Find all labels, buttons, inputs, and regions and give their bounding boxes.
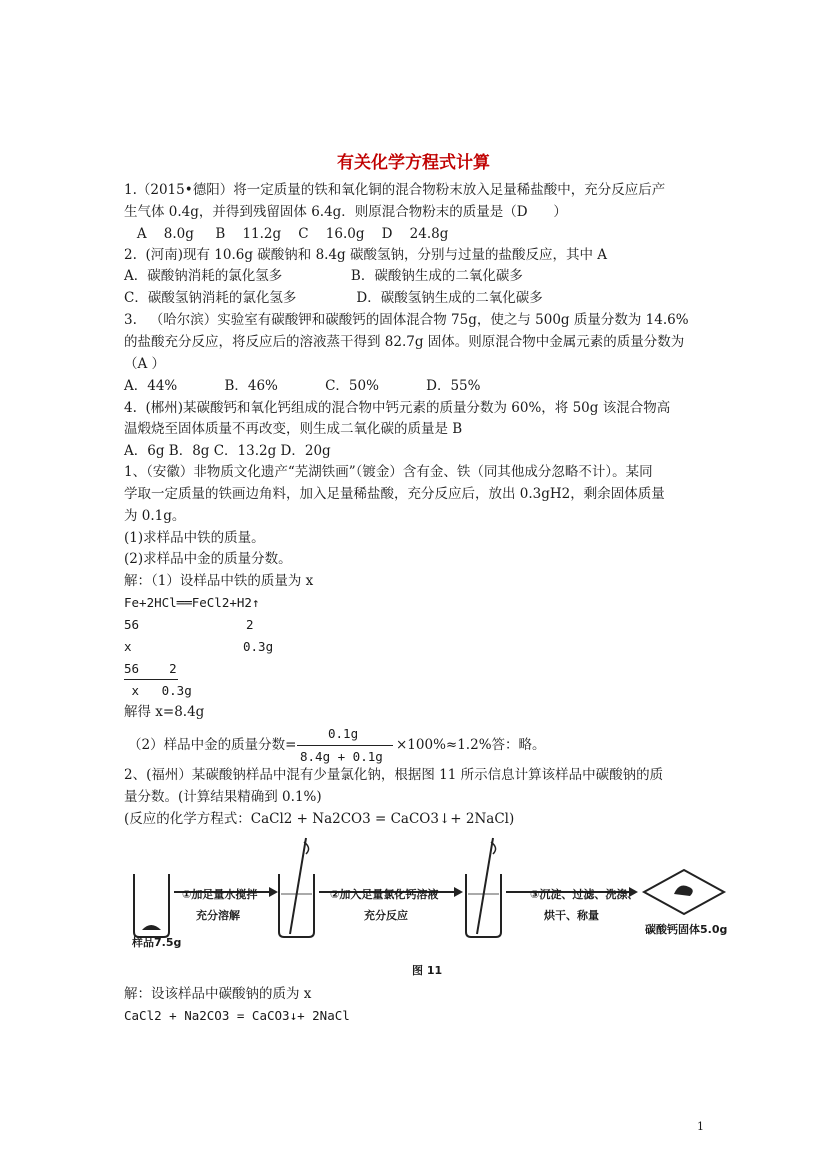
question-1-line-2: 生气体 0.4g，并得到残留固体 6.4g．则原混合物粉末的质量是（D ） <box>124 204 567 220</box>
ratio-denominator: x 0.3g <box>124 683 192 698</box>
question-3-line-2: 的盐酸充分反应，将反应后的溶液蒸干得到 82.7g 固体。则原混合物中金属元素的质量分数为 <box>124 334 685 350</box>
question-3-line-1: 3. （哈尔滨）实验室有碳酸钾和碳酸钙的固体混合物 75g，使之与 500g 质量分数为 14.6% <box>124 312 689 328</box>
figure-caption: 图 11 <box>412 964 443 977</box>
equation-mass-2: 2 <box>246 617 254 632</box>
beaker-dissolve-icon <box>279 838 314 937</box>
question-2-options-ab: A．碳酸钠消耗的氯化氢多 B．碳酸钠生成的二氧化碳多 <box>124 268 523 284</box>
equation-mass-56: 56 <box>124 617 140 632</box>
sample-label: 样品7.5g <box>132 936 182 949</box>
page-number: 1 <box>697 1120 704 1133</box>
gold-fraction-numerator: 0.1g <box>328 726 359 741</box>
question-1-options: A 8.0g B 11.2g C 16.0g D 24.8g <box>124 226 449 242</box>
calc-2-line-1: 2、(福州）某碳酸钠样品中混有少量氯化钠，根据图 11 所示信息计算该样品中碳酸钠的质 <box>124 767 664 783</box>
step-1-bottom-label: 充分溶解 <box>196 909 240 922</box>
equation-value-0.3g: 0.3g <box>243 639 274 654</box>
calc-1-subquestion-2: (2)求样品中金的质量分数。 <box>124 551 292 567</box>
question-4-options: A．6g B．8g C．13.2g D．20g <box>124 443 331 459</box>
step-2-bottom-label: 充分反应 <box>364 909 408 922</box>
equation-iron: Fe+2HCl══FeCl2+H2↑ <box>124 595 260 610</box>
calc-1-result: 解得 x=8.4g <box>124 704 205 720</box>
beaker-sample-icon <box>134 874 169 937</box>
question-1-line-1: 1.（2015•德阳）将一定质量的铁和氧化铜的混合物粉末放入足量稀盐酸中，充分反应后产 <box>124 182 666 198</box>
gold-fraction-denominator: 8.4g + 0.1g <box>300 749 383 764</box>
page-title: 有关化学方程式计算 <box>337 153 490 173</box>
beaker-reaction-icon <box>466 838 501 937</box>
calc-1-line-1: 1、（安徽）非物质文化遗产“芜湖铁画”（镀金）含有金、铁（同其他成分忽略不计）。某同 <box>124 464 653 480</box>
question-4-line-2: 温煅烧至固体质量不再改变，则生成二氧化碳的质量是 B <box>124 421 463 437</box>
ratio-line <box>124 679 178 680</box>
calc-2-line-2: 量分数。(计算结果精确到 0.1%) <box>124 789 322 805</box>
question-4-line-1: 4. (郴州)某碳酸钙和氧化钙组成的混合物中钙元素的质量分数为 60%，将 50g 该混合物高 <box>124 400 671 416</box>
filter-paper-icon <box>644 870 724 914</box>
calc-1-subquestion-1: (1)求样品中铁的质量。 <box>124 530 265 546</box>
step-2-top-label: ②加入足量氯化钙溶液 <box>330 888 439 901</box>
step-3-top-label: ③沉淀、过滤、洗涤、 <box>530 888 639 901</box>
question-2-options-cd: C．碳酸氢钠消耗的氯化氢多 D．碳酸氢钠生成的二氧化碳多 <box>124 290 543 306</box>
calc-2-equation: CaCl2 + Na2CO3 = CaCO3↓+ 2NaCl <box>124 1008 350 1023</box>
ratio-numerator: 56 2 <box>124 661 177 676</box>
gold-fraction-result: ×100%≈1.2%答：略。 <box>396 737 546 753</box>
question-3-options: A．44% B．46% C．50% D．55% <box>124 378 481 394</box>
equation-unknown-x: x <box>124 639 132 654</box>
calc-2-solution-start: 解：设该样品中碳酸钠的质为 x <box>124 986 312 1002</box>
question-3-answer: （A ） <box>124 356 166 372</box>
calc-1-line-3: 为 0.1g。 <box>124 508 186 524</box>
calc-2-equation-note: (反应的化学方程式：CaCl2 + Na2CO3 = CaCO3↓+ 2NaCl) <box>124 811 515 827</box>
product-label: 碳酸钙固体5.0g <box>645 923 728 936</box>
question-2-line-1: 2. (河南)现有 10.6g 碳酸钠和 8.4g 碳酸氢钠，分别与过量的盐酸反应，其中 A <box>124 247 608 263</box>
step-1-top-label: ①加足量水搅拌 <box>182 888 258 901</box>
gold-fraction-line <box>297 745 393 746</box>
gold-fraction-label: （2）样品中金的质量分数= <box>128 737 297 753</box>
calc-1-line-2: 学取一定质量的铁画边角料，加入足量稀盐酸，充分反应后，放出 0.3gH2，剩余固体质量 <box>124 486 665 502</box>
step-3-bottom-label: 烘干、称量 <box>544 909 599 922</box>
calc-1-solution-start: 解：（1）设样品中铁的质量为 x <box>124 573 314 589</box>
